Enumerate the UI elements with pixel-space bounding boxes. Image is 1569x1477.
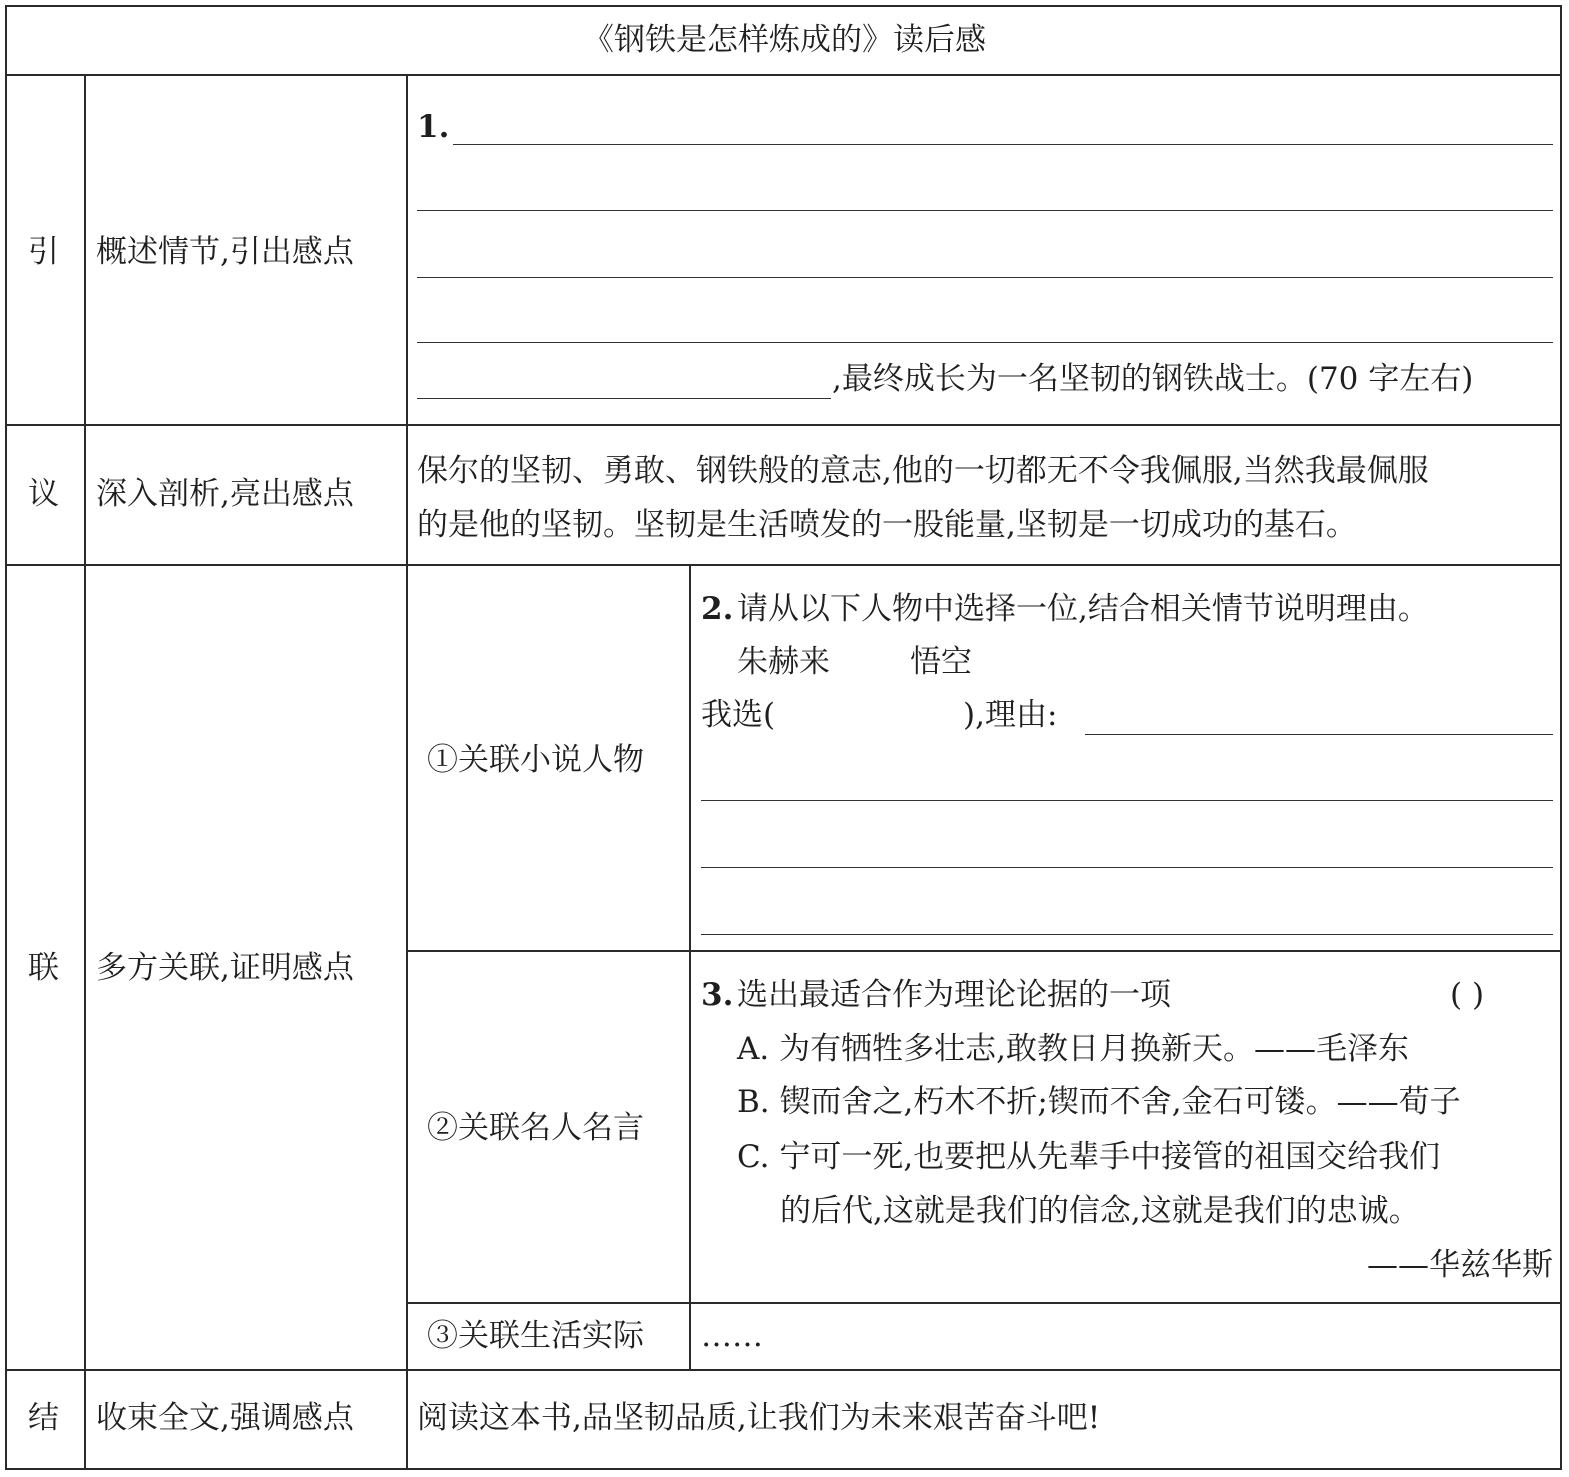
choice-c-attribution: ——华兹华斯: [1367, 1247, 1553, 1283]
answer-line[interactable]: [417, 398, 831, 399]
answer-line[interactable]: [417, 277, 1553, 278]
choice-c-continued: 的后代,这就是我们的信念,这就是我们的忠诚。: [780, 1193, 1420, 1229]
argument-text-line: 的是他的坚韧。坚韧是生活喷发的一股能量,坚韧是一切成功的基石。: [417, 507, 1357, 543]
row-divider: [5, 564, 1562, 566]
page-title: 《钢铁是怎样炼成的》读后感: [583, 22, 986, 58]
answer-line[interactable]: [417, 210, 1553, 211]
row-desc-jie: 收束全文,强调感点: [96, 1400, 354, 1436]
option-wukong[interactable]: 悟空: [910, 644, 972, 680]
row-key-yin: 引: [28, 234, 59, 270]
worksheet-table: [5, 5, 1562, 1470]
row-desc-yin: 概述情节,引出感点: [96, 234, 354, 270]
row-key-lian: 联: [28, 950, 59, 986]
question-1-ending: ,最终成长为一名坚韧的钢铁战士。(70 字左右): [832, 361, 1474, 397]
column-divider: [84, 74, 86, 1470]
sub-label-characters: ①关联小说人物: [427, 742, 644, 778]
row-divider: [5, 74, 1562, 76]
real-life-ellipsis: ……: [701, 1318, 763, 1354]
choose-suffix: ),理由:: [963, 697, 1058, 733]
choice-b[interactable]: B. 锲而舍之,朽木不折;锲而不舍,金石可镂。——荀子: [737, 1084, 1461, 1120]
choice-c[interactable]: C. 宁可一死,也要把从先辈手中接管的祖国交给我们: [737, 1139, 1441, 1175]
column-divider: [406, 74, 408, 1470]
question-1-number: 1.: [417, 109, 450, 145]
sub-row-divider: [407, 950, 1562, 952]
answer-line[interactable]: [701, 934, 1553, 935]
row-key-yi: 议: [28, 476, 59, 512]
row-desc-lian: 多方关联,证明感点: [96, 950, 354, 986]
row-key-jie: 结: [28, 1400, 59, 1436]
argument-text-line: 保尔的坚韧、勇敢、钢铁般的意志,他的一切都无不令我佩服,当然我最佩服: [417, 453, 1429, 489]
answer-line[interactable]: [701, 800, 1553, 801]
question-2-number: 2.: [701, 591, 734, 627]
choose-prefix: 我选(: [701, 697, 776, 733]
answer-line[interactable]: [701, 867, 1553, 868]
row-divider: [5, 1369, 1562, 1371]
column-divider: [689, 564, 691, 1369]
answer-line[interactable]: [1085, 734, 1553, 735]
answer-line[interactable]: [453, 144, 1553, 145]
answer-bracket[interactable]: ( ): [1450, 977, 1485, 1013]
question-3-number: 3.: [701, 977, 734, 1013]
sub-label-quotes: ②关联名人名言: [427, 1110, 644, 1146]
sub-label-real-life: ③关联生活实际: [427, 1318, 644, 1354]
answer-line[interactable]: [417, 342, 1553, 343]
row-divider: [5, 424, 1562, 426]
sub-row-divider: [407, 1302, 1562, 1304]
question-2-prompt: 请从以下人物中选择一位,结合相关情节说明理由。: [737, 591, 1429, 627]
choice-a[interactable]: A. 为有牺牲多壮志,敢教日月换新天。——毛泽东: [737, 1031, 1409, 1067]
row-desc-yi: 深入剖析,亮出感点: [96, 476, 354, 512]
conclusion-text: 阅读这本书,品坚韧品质,让我们为未来艰苦奋斗吧!: [417, 1400, 1101, 1436]
option-zhu-helai[interactable]: 朱赫来: [737, 644, 830, 680]
question-3-prompt: 选出最适合作为理论论据的一项: [737, 977, 1171, 1013]
